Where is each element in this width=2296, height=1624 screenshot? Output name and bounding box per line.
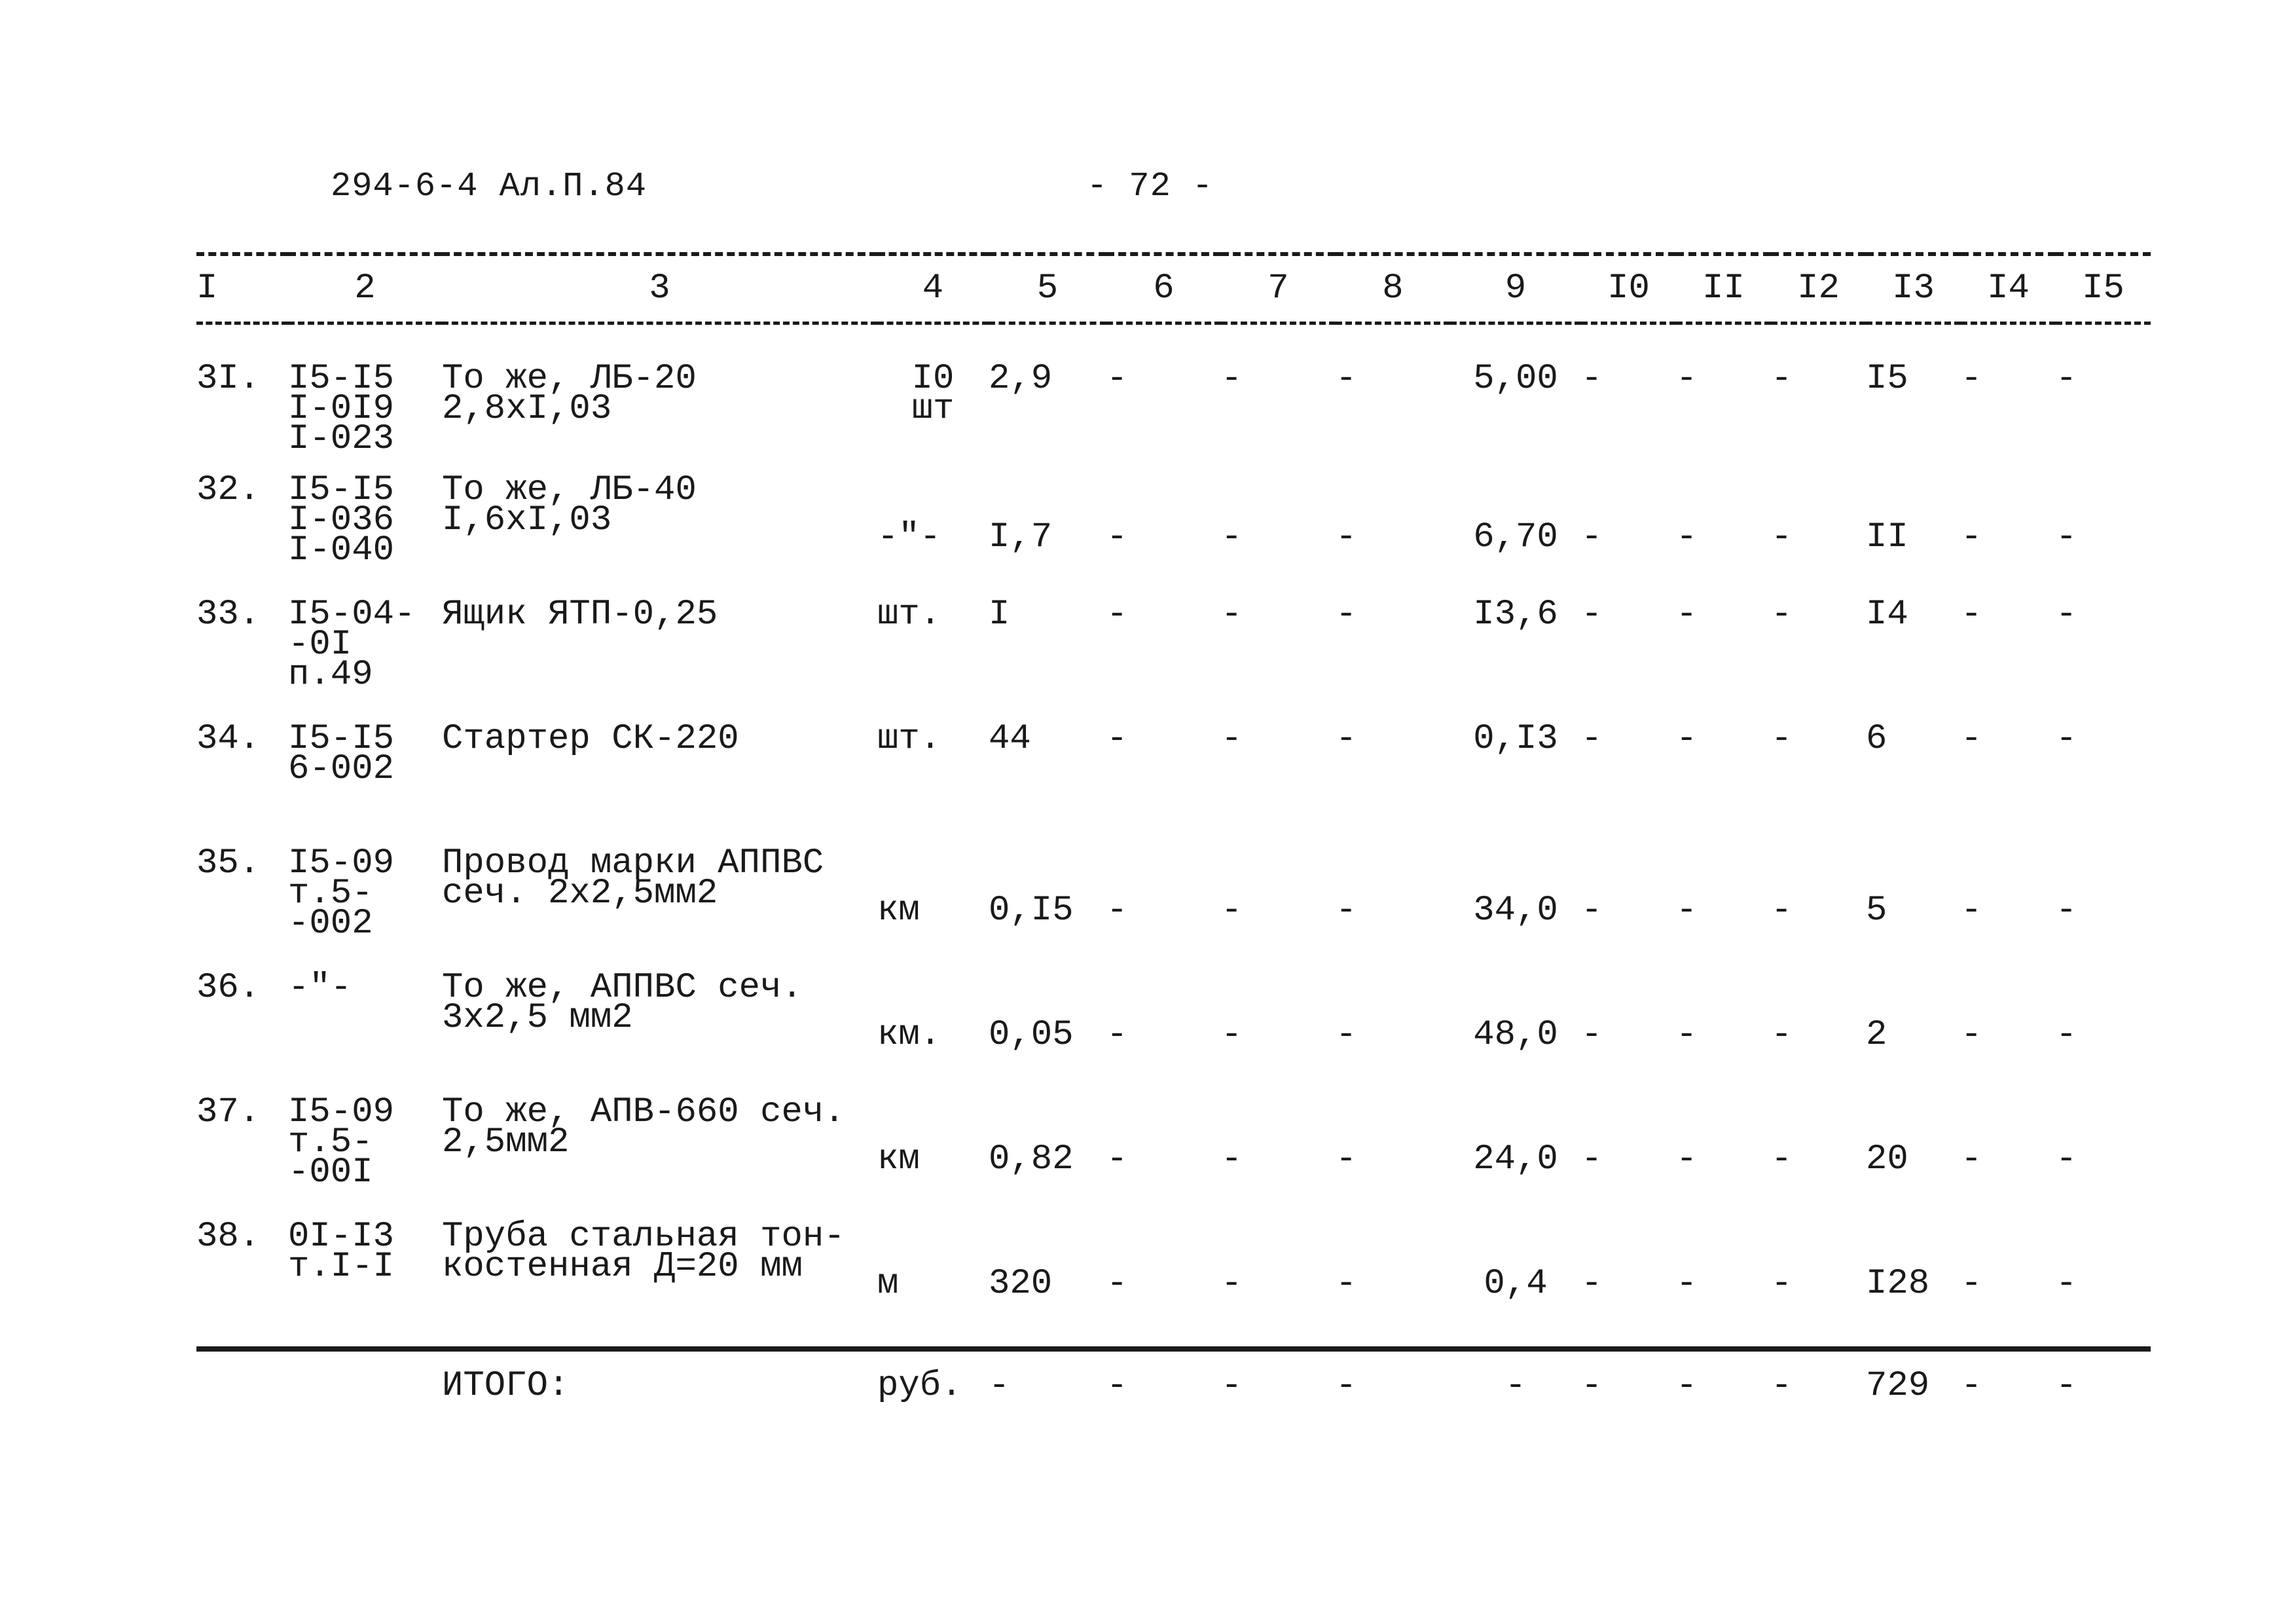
cell-c7: -	[1221, 517, 1243, 557]
rate-code-line: I5-I5	[288, 719, 395, 759]
item-name	[442, 595, 877, 724]
cell-c6: -	[1106, 1015, 1128, 1055]
row-number: 35.	[196, 843, 261, 883]
cell-c8: -	[1336, 719, 1357, 759]
cell-c15: -	[2056, 719, 2077, 759]
cell-c15: -	[2056, 595, 2077, 635]
item-name	[442, 719, 877, 849]
cell-c13: 5	[1866, 891, 1887, 931]
unit	[877, 595, 989, 724]
cell-c5: 44	[989, 719, 1031, 759]
column-header: 6	[1106, 254, 1221, 323]
unit	[877, 475, 989, 600]
cell-c14: -	[1961, 595, 1982, 635]
row-number: 34.	[196, 719, 261, 759]
total-cell: -	[1771, 1349, 1866, 1430]
cell-c12: -	[1771, 595, 1793, 635]
total-cell: -	[1961, 1349, 2056, 1430]
cell-c11: -	[1676, 1015, 1698, 1055]
row-number: 32.	[196, 470, 261, 510]
column-header: II	[1676, 254, 1771, 323]
rate-code	[288, 1217, 442, 1349]
cell-c15: -	[2056, 517, 2077, 557]
cell-c8: -	[1336, 1139, 1357, 1179]
cell-c13: 2	[1866, 1015, 1887, 1055]
cell-c5: I,7	[989, 517, 1053, 557]
unit-line: шт.	[877, 595, 941, 635]
item-name	[442, 1092, 877, 1222]
rate-code-line: 6-002	[288, 749, 395, 789]
row-number: 3I.	[196, 359, 261, 399]
rate-code-line: -00I	[288, 1153, 373, 1192]
item-name-line: костенная Д=20 мм	[442, 1247, 803, 1287]
cell-c7: -	[1221, 891, 1243, 931]
cell-c9: I3,6	[1473, 595, 1558, 635]
cell-c7: -	[1221, 1139, 1243, 1179]
cell-c10: -	[1581, 595, 1603, 635]
cell-c11: -	[1676, 517, 1698, 557]
cell-c5: 0,05	[989, 1015, 1074, 1055]
column-header: 3	[442, 254, 877, 323]
rate-code-line: I-023	[288, 419, 395, 459]
rate-code-line: I5-09	[288, 843, 395, 883]
item-name-line: То же, ЛБ-40	[442, 470, 697, 510]
rate-code	[288, 843, 442, 973]
cell-c10: -	[1581, 891, 1603, 931]
cell-c7: -	[1221, 1015, 1243, 1055]
rate-code-line: I5-I5	[288, 359, 395, 399]
estimate-table	[196, 252, 2151, 1430]
cell-c9: 24,0	[1473, 1139, 1558, 1179]
cell-c12: -	[1771, 359, 1793, 399]
cell-c12: -	[1771, 1139, 1793, 1179]
column-header: 8	[1336, 254, 1450, 323]
unit	[877, 973, 989, 1098]
cell-c6: -	[1106, 595, 1128, 635]
column-header: 7	[1221, 254, 1336, 323]
cell-c14: -	[1961, 719, 1982, 759]
table-row	[196, 600, 2151, 724]
column-header: I5	[2056, 254, 2151, 323]
cell-c14: -	[1961, 359, 1982, 399]
table-row	[196, 973, 2151, 1098]
item-name-line: Провод марки АППВС	[442, 843, 824, 883]
row-number: 33.	[196, 595, 261, 635]
row-number: 36.	[196, 968, 261, 1008]
rate-code-line: т.I-I	[288, 1247, 395, 1287]
rate-code	[288, 323, 442, 476]
cell-c14: -	[1961, 1139, 1982, 1179]
total-cell: -	[1336, 1349, 1450, 1430]
cell-c8: -	[1336, 595, 1357, 635]
cell-c5: 0,I5	[989, 891, 1074, 931]
item-name	[442, 470, 877, 600]
unit	[877, 1098, 989, 1222]
table-row	[196, 724, 2151, 849]
unit	[877, 849, 989, 973]
cell-c10: -	[1581, 1139, 1603, 1179]
cell-c13: I28	[1866, 1264, 1930, 1304]
total-cell: -	[1106, 1349, 1221, 1430]
cell-c6: -	[1106, 719, 1128, 759]
cell-c8: -	[1336, 517, 1357, 557]
unit-line: км.	[877, 1015, 941, 1055]
item-name	[442, 323, 877, 476]
rate-code-line: т.5-	[288, 1122, 373, 1162]
rate-code-line: п.49	[288, 655, 373, 695]
column-header: 9	[1450, 254, 1581, 323]
rate-code-line: I-040	[288, 530, 395, 570]
cell-c5: 0,82	[989, 1139, 1074, 1179]
rate-code-line: 0I-I3	[288, 1217, 395, 1257]
cell-c14: -	[1961, 517, 1982, 557]
cell-c5: I	[989, 595, 1010, 635]
cell-c11: -	[1676, 891, 1698, 931]
cell-c11: -	[1676, 359, 1698, 399]
cell-c7: -	[1221, 719, 1243, 759]
column-header: I4	[1961, 254, 2056, 323]
rate-code-line: I5-09	[288, 1092, 395, 1132]
rate-code-line: -0I	[288, 625, 352, 665]
item-name-line: 3х2,5 мм2	[442, 998, 633, 1038]
rate-code-line: I-036	[288, 500, 395, 540]
cell-c11: -	[1676, 719, 1698, 759]
cell-c6: -	[1106, 891, 1128, 931]
cell-c15: -	[2056, 1015, 2077, 1055]
cell-c13: 6	[1866, 719, 1887, 759]
cell-c9: 6,70	[1473, 517, 1558, 557]
unit-line: -"-	[877, 517, 941, 557]
total-empty	[288, 1349, 442, 1430]
item-name-line: 2,5мм2	[442, 1122, 570, 1162]
cell-c8: -	[1336, 1264, 1357, 1304]
unit-line: I0	[911, 359, 955, 399]
item-name-line: Труба стальная тон-	[442, 1217, 845, 1257]
unit	[877, 719, 989, 849]
column-header: I	[196, 254, 288, 323]
cell-c13: I5	[1866, 359, 1908, 399]
cell-c13: 20	[1866, 1139, 1908, 1179]
row-number: 38.	[196, 1217, 261, 1257]
item-name	[442, 968, 877, 1098]
column-header: I3	[1866, 254, 1961, 323]
cell-c9: 0,4	[1484, 1264, 1548, 1304]
cell-c14: -	[1961, 1015, 1982, 1055]
rate-code	[288, 968, 442, 1098]
column-header: 5	[989, 254, 1106, 323]
row-number: 37.	[196, 1092, 261, 1132]
cell-c15: -	[2056, 1264, 2077, 1304]
cell-c15: -	[2056, 359, 2077, 399]
total-empty	[196, 1349, 288, 1430]
cell-c12: -	[1771, 1264, 1793, 1304]
total-label: ИТОГО:	[442, 1349, 877, 1430]
cell-c5: 320	[989, 1264, 1053, 1304]
item-name-line: I,6хI,03	[442, 500, 612, 540]
unit-line: шт	[911, 389, 955, 429]
unit-line: шт.	[877, 719, 941, 759]
cell-c11: -	[1676, 595, 1698, 635]
rate-code	[288, 719, 442, 849]
total-cell: -	[1676, 1349, 1771, 1430]
cell-c10: -	[1581, 359, 1603, 399]
cell-c15: -	[2056, 1139, 2077, 1179]
table-row	[196, 1222, 2151, 1349]
item-name-line: Стартер СК-220	[442, 719, 739, 759]
rate-code-line: -002	[288, 904, 373, 944]
cell-c10: -	[1581, 719, 1603, 759]
cell-c12: -	[1771, 719, 1793, 759]
rate-code-line: I5-04-	[288, 595, 416, 635]
cell-c12: -	[1771, 1015, 1793, 1055]
total-cell: -	[1450, 1349, 1581, 1430]
cell-c14: -	[1961, 1264, 1982, 1304]
table-row	[196, 849, 2151, 973]
cell-c13: I4	[1866, 595, 1908, 635]
cell-c6: -	[1106, 359, 1128, 399]
cell-c9: 48,0	[1473, 1015, 1558, 1055]
cell-c9: 0,I3	[1473, 719, 1558, 759]
cell-c6: -	[1106, 517, 1128, 557]
item-name-line: То же, ЛБ-20	[442, 359, 697, 399]
rate-code	[288, 1092, 442, 1222]
cell-c8: -	[1336, 1015, 1357, 1055]
item-name-line: 2,8хI,03	[442, 389, 612, 429]
cell-c6: -	[1106, 1139, 1128, 1179]
column-header: 2	[288, 254, 442, 323]
item-name-line: То же, АПВ-660 сеч.	[442, 1092, 845, 1132]
item-name-line: То же, АППВС сеч.	[442, 968, 803, 1008]
column-header: I2	[1771, 254, 1866, 323]
cell-c11: -	[1676, 1139, 1698, 1179]
document-code: 294-6-4 Ал.П.84	[331, 167, 647, 206]
table-row	[196, 1098, 2151, 1222]
cell-c8: -	[1336, 359, 1357, 399]
cell-c12: -	[1771, 891, 1793, 931]
page-number: - 72 -	[1087, 167, 1214, 206]
cell-c7: -	[1221, 595, 1243, 635]
cell-c6: -	[1106, 1264, 1128, 1304]
rate-code-line: т.5-	[288, 874, 373, 913]
total-cell: -	[2056, 1349, 2151, 1430]
cell-c7: -	[1221, 1264, 1243, 1304]
column-header: 4	[877, 254, 989, 323]
column-header: I0	[1581, 254, 1676, 323]
item-name	[442, 843, 877, 973]
cell-c14: -	[1961, 891, 1982, 931]
unit	[877, 323, 989, 476]
total-cell: -	[1581, 1349, 1676, 1430]
cell-c12: -	[1771, 517, 1793, 557]
item-name	[442, 1217, 877, 1349]
total-sum: 729	[1866, 1349, 1961, 1430]
cell-c10: -	[1581, 517, 1603, 557]
rate-code-line: I5-I5	[288, 470, 395, 510]
rate-code	[288, 470, 442, 600]
cell-c9: 34,0	[1473, 891, 1558, 931]
item-name-line: сеч. 2х2,5мм2	[442, 874, 718, 913]
total-cell: -	[1221, 1349, 1336, 1430]
cell-c7: -	[1221, 359, 1243, 399]
table-row	[196, 323, 2151, 476]
total-cell: -	[989, 1349, 1106, 1430]
cell-c8: -	[1336, 891, 1357, 931]
cell-c9: 5,00	[1473, 359, 1558, 399]
cell-c10: -	[1581, 1264, 1603, 1304]
rate-code	[288, 595, 442, 724]
total-row	[196, 1349, 2151, 1430]
item-name-line: Ящик ЯТП-0,25	[442, 595, 718, 635]
cell-c13: II	[1866, 517, 1908, 557]
unit-line: км	[877, 891, 920, 931]
unit	[877, 1222, 989, 1349]
unit-line: м	[877, 1264, 899, 1304]
table-row	[196, 475, 2151, 600]
column-number-header	[196, 254, 2151, 323]
total-unit: руб.	[877, 1349, 989, 1430]
rate-code-line: -"-	[288, 968, 352, 1008]
cell-c10: -	[1581, 1015, 1603, 1055]
cell-c5: 2,9	[989, 359, 1053, 399]
unit-line: км	[877, 1139, 920, 1179]
rate-code-line: I-0I9	[288, 389, 395, 429]
cell-c11: -	[1676, 1264, 1698, 1304]
cell-c15: -	[2056, 891, 2077, 931]
